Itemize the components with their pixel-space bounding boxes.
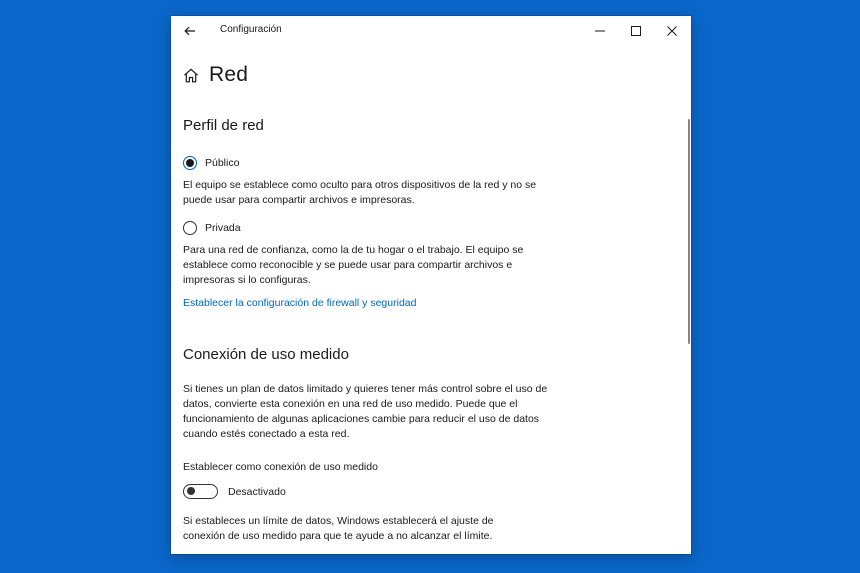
metered-toggle[interactable] [183, 484, 218, 499]
radio-private-label[interactable]: Privada [205, 222, 241, 234]
data-limit-note: Si estableces un límite de datos, Windows establecerá el ajuste de conexión de uso medido para que te ayude a no alcanzar el límite. [183, 515, 494, 542]
metered-toggle-caption: Establecer como conexión de uso medido [183, 461, 378, 473]
radio-public-indicator[interactable] [183, 156, 197, 170]
radio-public[interactable] [183, 156, 239, 170]
private-description: Para una red de confianza, como la de tu hogar o el trabajo. El equipo se establece como reconocible y se puede usar para compartir archivos e impresoras si lo configuras. [183, 244, 524, 286]
metered-toggle-state: Desactivado [228, 485, 286, 498]
page-title: Red [209, 63, 249, 86]
settings-window [171, 16, 691, 554]
toggle-knob [187, 487, 195, 495]
minimize-button[interactable] [586, 20, 614, 42]
metered-connection-heading: Conexión de uso medido [183, 346, 349, 363]
firewall-settings-link[interactable]: Establecer la configuración de firewall y seguridad [183, 297, 417, 309]
page-header [183, 63, 248, 87]
metered-toggle-row [183, 484, 286, 499]
title-bar [171, 16, 691, 46]
back-arrow-icon [184, 26, 196, 36]
back-button[interactable] [179, 20, 201, 42]
close-icon [667, 26, 677, 36]
app-title: Configuración [220, 24, 282, 35]
minimize-icon [595, 26, 605, 36]
radio-public-dot [186, 159, 194, 167]
radio-private-indicator[interactable] [183, 221, 197, 235]
radio-private[interactable] [183, 221, 241, 235]
close-button[interactable] [658, 20, 686, 42]
maximize-button[interactable] [622, 20, 650, 42]
maximize-icon [631, 26, 641, 36]
public-description: El equipo se establece como oculto para otros dispositivos de la red y no se puede usar para compartir archivos e impresoras. [183, 179, 537, 206]
scrollbar[interactable] [688, 119, 690, 344]
metered-description: Si tienes un plan de datos limitado y quieres tener más control sobre el uso de datos, convierte esta conexión en una red de uso medido. Puede que el funcionamiento de algunas aplicaciones cambie para reducir el uso de datos cuando estés conectado a esta red. [183, 383, 548, 440]
home-icon [183, 68, 199, 83]
network-profile-heading: Perfil de red [183, 117, 264, 134]
radio-public-label[interactable]: Público [205, 157, 240, 169]
